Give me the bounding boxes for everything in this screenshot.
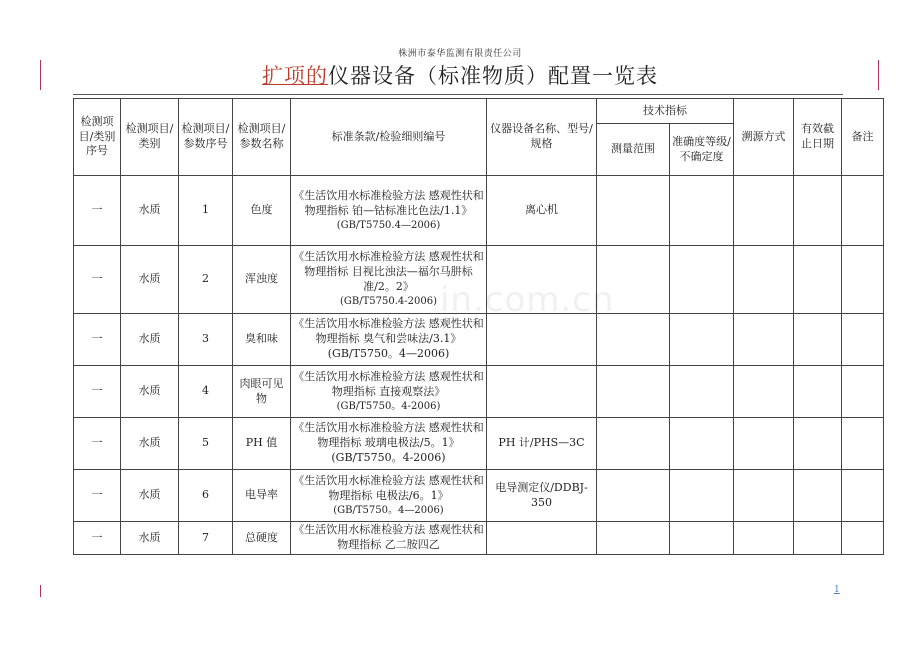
cell-range: [597, 314, 670, 366]
cell-param-name: 总硬度: [233, 522, 291, 555]
header-item-category: 检测项目/类别: [121, 99, 179, 176]
cell-valid-until: [794, 314, 842, 366]
cell-param-name: 色度: [233, 176, 291, 246]
cell-standard: [291, 176, 487, 246]
standard-text: 《生活饮用水标准检验方法 感观性状和物理指标 臭气和尝味法/3.1》(GB/T5750。4—2006): [293, 317, 484, 360]
table-row: [74, 522, 884, 555]
cell-param-no: 4: [179, 366, 233, 418]
standard-code: (GB/T5750。4-2006): [336, 400, 441, 412]
standard-code: (GB/T5750.4-2006): [340, 296, 437, 308]
cell-category: 水质: [121, 522, 179, 555]
header-valid-until: 有效截止日期: [794, 99, 842, 176]
header-traceability: 溯源方式: [734, 99, 794, 176]
cell-category: 水质: [121, 314, 179, 366]
cell-standard: [291, 522, 487, 555]
table-row: [74, 246, 884, 314]
header-accuracy: 准确度等级/不确定度: [670, 124, 734, 176]
title-underline: [73, 94, 843, 95]
cell-remarks: [842, 470, 884, 522]
cell-item-no: 一: [74, 522, 121, 555]
margin-mark-bottom-left: [40, 585, 41, 597]
cell-equipment: PH 计/PHS—3C: [487, 418, 597, 470]
title-highlight: 扩项的: [262, 64, 328, 88]
cell-range: [597, 522, 670, 555]
cell-param-name: 浑浊度: [233, 246, 291, 314]
cell-accuracy: [670, 418, 734, 470]
cell-valid-until: [794, 470, 842, 522]
cell-equipment: [487, 522, 597, 555]
cell-traceability: [734, 314, 794, 366]
cell-traceability: [734, 470, 794, 522]
title-text: 仪器设备（标准物质）配置一览表: [328, 64, 658, 88]
cell-valid-until: [794, 522, 842, 555]
cell-remarks: [842, 246, 884, 314]
equipment-table: [73, 98, 884, 555]
table-row: [74, 176, 884, 246]
standard-text: 《生活饮用水标准检验方法 感观性状和物理指标 乙二胺四乙: [293, 523, 484, 551]
cell-remarks: [842, 522, 884, 555]
cell-standard: [291, 418, 487, 470]
cell-item-no: 一: [74, 366, 121, 418]
cell-param-no: 6: [179, 470, 233, 522]
cell-item-no: 一: [74, 418, 121, 470]
cell-category: 水质: [121, 176, 179, 246]
header-standard: 标准条款/检验细则编号: [291, 99, 487, 176]
cell-param-no: 3: [179, 314, 233, 366]
table-row: [74, 470, 884, 522]
cell-accuracy: [670, 470, 734, 522]
cell-param-no: 5: [179, 418, 233, 470]
cell-accuracy: [670, 176, 734, 246]
cell-equipment: 离心机: [487, 176, 597, 246]
cell-remarks: [842, 314, 884, 366]
cell-range: [597, 366, 670, 418]
cell-traceability: [734, 246, 794, 314]
header-param-no: 检测项目/参数序号: [179, 99, 233, 176]
cell-item-no: 一: [74, 314, 121, 366]
cell-valid-until: [794, 176, 842, 246]
cell-traceability: [734, 366, 794, 418]
cell-param-name: 肉眼可见物: [233, 366, 291, 418]
cell-valid-until: [794, 246, 842, 314]
standard-text: 《生活饮用水标准检验方法 感观性状和物理指标 直接观察法》: [293, 369, 484, 398]
cell-standard: [291, 246, 487, 314]
cell-valid-until: [794, 366, 842, 418]
cell-category: 水质: [121, 246, 179, 314]
header-param-name: 检测项目/参数名称: [233, 99, 291, 176]
cell-range: [597, 418, 670, 470]
cell-equipment: [487, 246, 597, 314]
header-equipment: 仪器设备名称、型号/规格: [487, 99, 597, 176]
cell-param-no: 7: [179, 522, 233, 555]
cell-standard: [291, 366, 487, 418]
cell-equipment: [487, 366, 597, 418]
cell-param-no: 1: [179, 176, 233, 246]
cell-range: [597, 176, 670, 246]
cell-param-name: PH 值: [233, 418, 291, 470]
header-remarks: 备注: [842, 99, 884, 176]
cell-category: 水质: [121, 470, 179, 522]
cell-equipment: 电导测定仪/DDBJ-350: [487, 470, 597, 522]
table-row: [74, 366, 884, 418]
header-tech: 技术指标: [597, 99, 734, 124]
cell-accuracy: [670, 314, 734, 366]
cell-standard: [291, 314, 487, 366]
watermark: in.com.cn: [440, 280, 615, 320]
cell-param-name: 电导率: [233, 470, 291, 522]
standard-text: 《生活饮用水标准检验方法 感观性状和物理指标 铂—钴标准比色法/1.1》: [293, 188, 484, 217]
cell-traceability: [734, 522, 794, 555]
cell-item-no: 一: [74, 470, 121, 522]
table-row: [74, 314, 884, 366]
table-row: [74, 418, 884, 470]
cell-accuracy: [670, 246, 734, 314]
page-number: 1: [834, 585, 840, 595]
header-item-no: 检测项目/类别序号: [74, 99, 121, 176]
cell-equipment: [487, 314, 597, 366]
cell-remarks: [842, 366, 884, 418]
cell-remarks: [842, 418, 884, 470]
cell-remarks: [842, 176, 884, 246]
cell-item-no: 一: [74, 246, 121, 314]
cell-traceability: [734, 418, 794, 470]
cell-category: 水质: [121, 418, 179, 470]
cell-item-no: 一: [74, 176, 121, 246]
cell-accuracy: [670, 522, 734, 555]
cell-range: [597, 470, 670, 522]
standard-text: 《生活饮用水标准检验方法 感观性状和物理指标 目视比浊法—福尔马肼标准/2。2》: [293, 250, 484, 294]
cell-param-no: 2: [179, 246, 233, 314]
header-range: 测量范围: [597, 124, 670, 176]
company-name: 株洲市泰华监测有限责任公司: [398, 49, 522, 59]
standard-code: (GB/T5750。4—2006): [333, 504, 444, 516]
page-title: [0, 60, 920, 90]
cell-standard: [291, 470, 487, 522]
cell-range: [597, 246, 670, 314]
standard-text: 《生活饮用水标准检验方法 感观性状和物理指标 电极法/6。1》: [293, 473, 484, 502]
standard-text: 《生活饮用水标准检验方法 感观性状和物理指标 玻璃电极法/5。1》(GB/T5750。4-2006): [293, 421, 484, 464]
cell-category: 水质: [121, 366, 179, 418]
cell-traceability: [734, 176, 794, 246]
standard-code: (GB/T5750.4—2006): [336, 219, 441, 231]
cell-accuracy: [670, 366, 734, 418]
cell-param-name: 臭和味: [233, 314, 291, 366]
cell-valid-until: [794, 418, 842, 470]
